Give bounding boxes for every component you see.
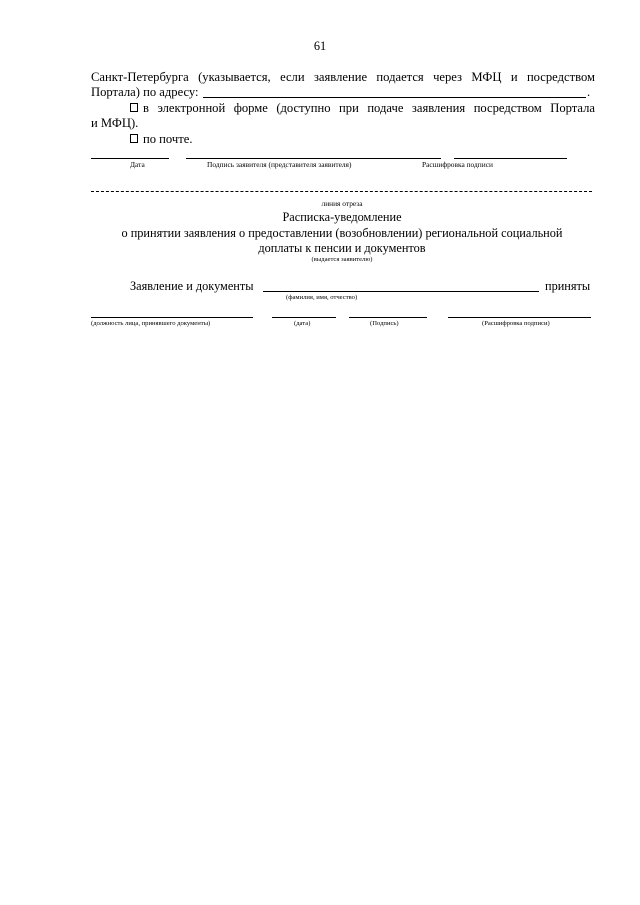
date-label: Дата — [130, 160, 145, 169]
signature-field[interactable] — [186, 158, 441, 159]
fio-label: (фамилия, имя, отчество) — [286, 294, 358, 301]
receipt-title: Расписка-уведомление — [282, 210, 402, 224]
accepted-prefix: Заявление и документы — [130, 279, 254, 293]
address-line-1: Санкт-Петербурга (указывается, если заявление подается через МФЦ и посредством — [91, 70, 595, 84]
position-field[interactable] — [91, 317, 253, 318]
signature-label: Подпись заявителя (представителя заявителя) — [207, 160, 352, 169]
cut-line — [91, 191, 592, 192]
fio-field[interactable] — [263, 291, 539, 292]
receipt-decoding-label: (Расшифровка подписи) — [482, 320, 550, 327]
mail-checkbox[interactable] — [130, 134, 138, 143]
receipt-subtitle-1: о принятии заявления о предоставлении (возобновлении) региональной социальной — [121, 226, 563, 240]
electronic-form-checkbox[interactable] — [130, 103, 138, 112]
receipt-decoding-field[interactable] — [448, 317, 591, 318]
address-line-2-prefix: Портала) по адресу: — [91, 85, 199, 99]
address-line-2-suffix: . — [587, 85, 591, 99]
cut-line-label: линия отреза — [321, 199, 363, 208]
mail-label: по почте. — [143, 132, 193, 146]
page-number: 61 — [313, 39, 327, 53]
issued-note: (выдается заявителю) — [311, 256, 373, 263]
electronic-form-label-cont: и МФЦ). — [91, 116, 139, 130]
receipt-signature-label: (Подпись) — [370, 320, 399, 327]
accepted-suffix: приняты — [545, 279, 591, 293]
receipt-date-field[interactable] — [272, 317, 336, 318]
receipt-date-label: (дата) — [294, 320, 311, 327]
decoding-field[interactable] — [454, 158, 567, 159]
date-field[interactable] — [91, 158, 169, 159]
address-field[interactable] — [203, 97, 586, 98]
decoding-label: Расшифровка подписи — [422, 160, 493, 169]
position-label: (должность лица, принявшего документы) — [91, 320, 211, 327]
receipt-subtitle-2: доплаты к пенсии и документов — [258, 241, 426, 255]
electronic-form-label: в электронной форме (доступно при подаче заявления посредством Портала — [143, 101, 595, 115]
receipt-signature-field[interactable] — [349, 317, 427, 318]
